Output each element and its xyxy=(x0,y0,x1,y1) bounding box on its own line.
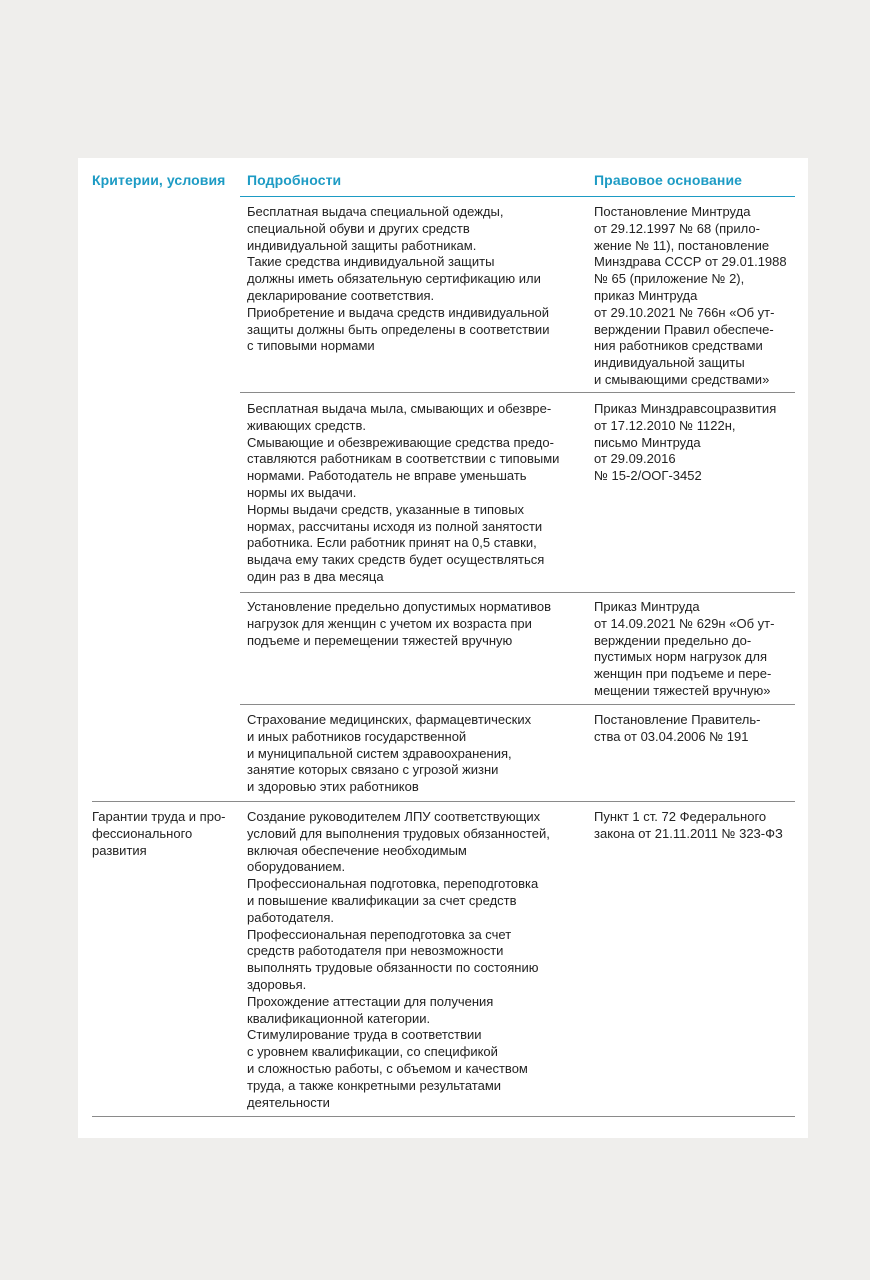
table-header xyxy=(78,172,808,194)
row-divider xyxy=(240,704,795,705)
column-header-details: Подробности xyxy=(247,172,342,188)
row-3-details: Установление предельно допустимых нормативов нагрузок для женщин с учетом их возраста при подъеме и перемещении тяжестей вручную xyxy=(247,599,551,648)
row-divider xyxy=(240,592,795,593)
row-divider xyxy=(92,801,795,802)
row-5-legal: Пункт 1 ст. 72 Федерального закона от 21.11.2011 № 323-ФЗ xyxy=(594,809,783,841)
row-1-details: Бесплатная выдача специальной одежды, специальной обуви и других средств индивидуальной защиты работникам. Такие средства индивидуальной защиты должны иметь обязательную сертификацию или декларирование соответствия. Приобретение и выдача средств индивидуальной защиты должны быть определены в соответствии с типовыми нормами xyxy=(247,204,550,354)
row-divider xyxy=(240,392,795,393)
row-4-details: Страхование медицинских, фармацевтических и иных работников государственной и муниципальной систем здравоохранения, занятие которых связано с угрозой жизни и здоровью этих работников xyxy=(247,712,532,795)
row-4-legal: Постановление Правитель- ства от 03.04.2006 № 191 xyxy=(594,712,761,744)
column-header-criteria: Критерии, условия xyxy=(92,172,226,188)
row-5-criteria: Гарантии труда и про- фессионального развития xyxy=(92,809,226,858)
header-divider xyxy=(240,196,795,197)
row-1-legal: Постановление Минтруда от 29.12.1997 № 68 (прило- жение № 11), постановление Минздрава СССР от 29.01.1988 № 65 (приложение № 2), приказ Минтруда от 29.10.2021 № 766н «Об ут- верждении Правил обеспече- ния работников средствами индивидуальной защиты и смывающими средствами» xyxy=(594,204,787,387)
table-bottom-rule xyxy=(92,1116,795,1117)
document-page xyxy=(78,158,808,1138)
row-3-legal: Приказ Минтруда от 14.09.2021 № 629н «Об ут- верждении предельно до- пустимых норм нагрузок для женщин при подъеме и пере- мещении тяжестей вручную» xyxy=(594,599,775,698)
row-2-legal: Приказ Минздравсоцразвития от 17.12.2010 № 1122н, письмо Минтруда от 29.09.2016 № 15-2/ООГ-3452 xyxy=(594,401,777,484)
column-header-legal: Правовое основание xyxy=(594,172,743,188)
row-5-details: Создание руководителем ЛПУ соответствующих условий для выполнения трудовых обязанностей, включая обеспечение необходимым оборудованием. Профессиональная подготовка, переподготовка и повышение квалификации за счет средств работодателя. Профессиональная переподготовка за счет средств работодателя при невозможности выполнять трудовые обязанности по состоянию здоровья. Прохождение аттестации для получения квалификационной категории. Стимулирование труда в соответствии с уровнем квалификации, со спецификой и сложностью работы, с объемом и качеством труда, а также конкретными результатами деятельности xyxy=(247,809,550,1110)
row-2-details: Бесплатная выдача мыла, смывающих и обезвре- живающих средств. Смывающие и обезвреживающие средства предо- ставляются работникам в соответствии с типовыми нормами. Работодатель не вправе уменьшать нормы их выдачи. Нормы выдачи средств, указанные в типовых нормах, рассчитаны исходя из полной занятости работника. Если работник принят на 0,5 ставки, выдача ему таких средств будет осуществляться один раз в два месяца xyxy=(247,401,560,584)
